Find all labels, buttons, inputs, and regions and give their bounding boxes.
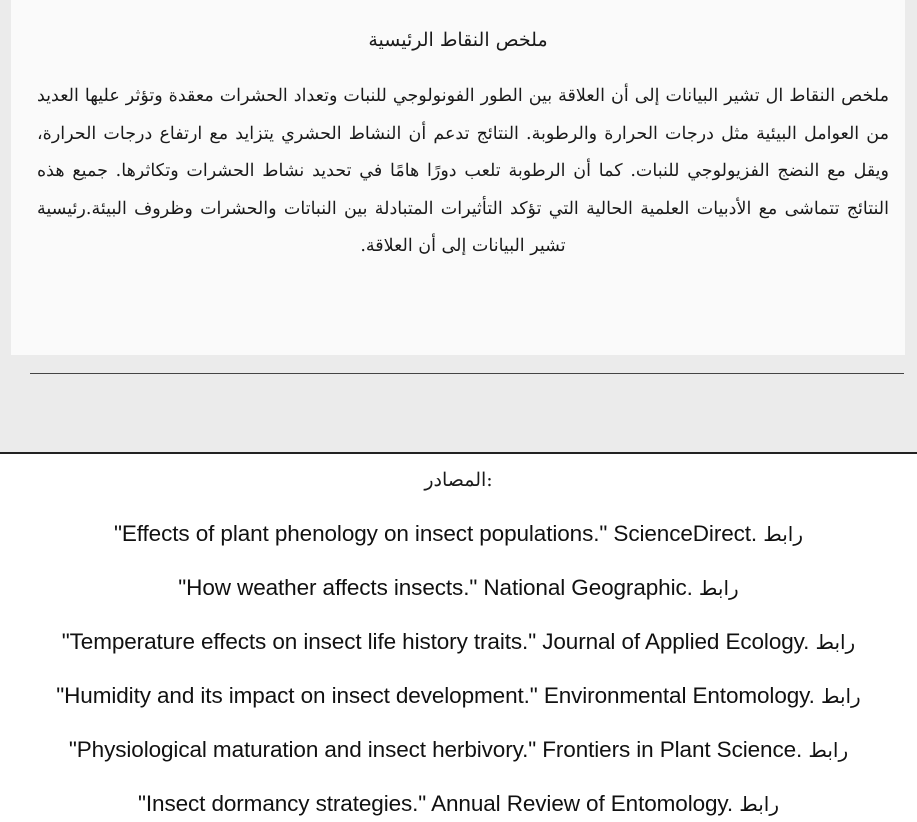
source-citation: "Humidity and its impact on insect development." Environmental Entomology. — [56, 683, 815, 708]
sources-heading: :المصادر — [424, 469, 493, 491]
source-item — [0, 561, 917, 615]
source-citation: "Effects of plant phenology on insect populations." ScienceDirect. — [113, 521, 758, 546]
sources-list — [0, 507, 917, 822]
source-link[interactable]: رابط — [815, 630, 856, 654]
source-citation: "Physiological maturation and insect herbivory." Frontiers in Plant Science. — [68, 737, 803, 762]
source-citation: "How weather affects insects." National Geographic. — [178, 575, 693, 600]
source-item — [0, 723, 917, 777]
summary-title: ملخص النقاط الرئيسية — [368, 29, 548, 51]
source-link[interactable]: رابط — [698, 576, 739, 600]
source-link[interactable]: رابط — [739, 792, 779, 816]
page-break-line — [0, 452, 917, 454]
summary-section — [11, 0, 905, 355]
source-link[interactable]: رابط — [820, 684, 861, 708]
source-link[interactable]: رابط — [808, 738, 849, 762]
source-item — [0, 777, 917, 822]
source-citation: "Insect dormancy strategies." Annual Review of Entomology. — [138, 791, 734, 816]
source-item — [0, 669, 917, 723]
source-citation: "Temperature effects on insect life history traits." Journal of Applied Ecology. — [61, 629, 810, 654]
source-item — [0, 615, 917, 669]
summary-paragraph: ملخص النقاط ال تشير البيانات إلى أن العلاقة بين الطور الفونولوجي للنبات وتعداد الحشرات معقدة وتؤثر عليها العديد من العوامل البيئية مثل درجات الحرارة والرطوبة. النتائج تدعم أن النشاط الحشري يتزايد مع ارتفاع درجات الحرارة، ويقل مع النضج الفزيولوجي للنبات. كما أن الرطوبة تلعب دورًا هامًا في تحديد نشاط الحشرات وتكاثرها. جميع هذه النتائج تتماشى مع الأدبيات العلمية الحالية التي تؤكد التأثيرات المتبادلة بين النباتات والحشرات وظروف البيئة.رئيسية تشير البيانات إلى أن العلاقة. — [37, 86, 889, 256]
source-link[interactable]: رابط — [763, 522, 804, 546]
section-divider — [30, 373, 904, 374]
source-item — [0, 507, 917, 561]
